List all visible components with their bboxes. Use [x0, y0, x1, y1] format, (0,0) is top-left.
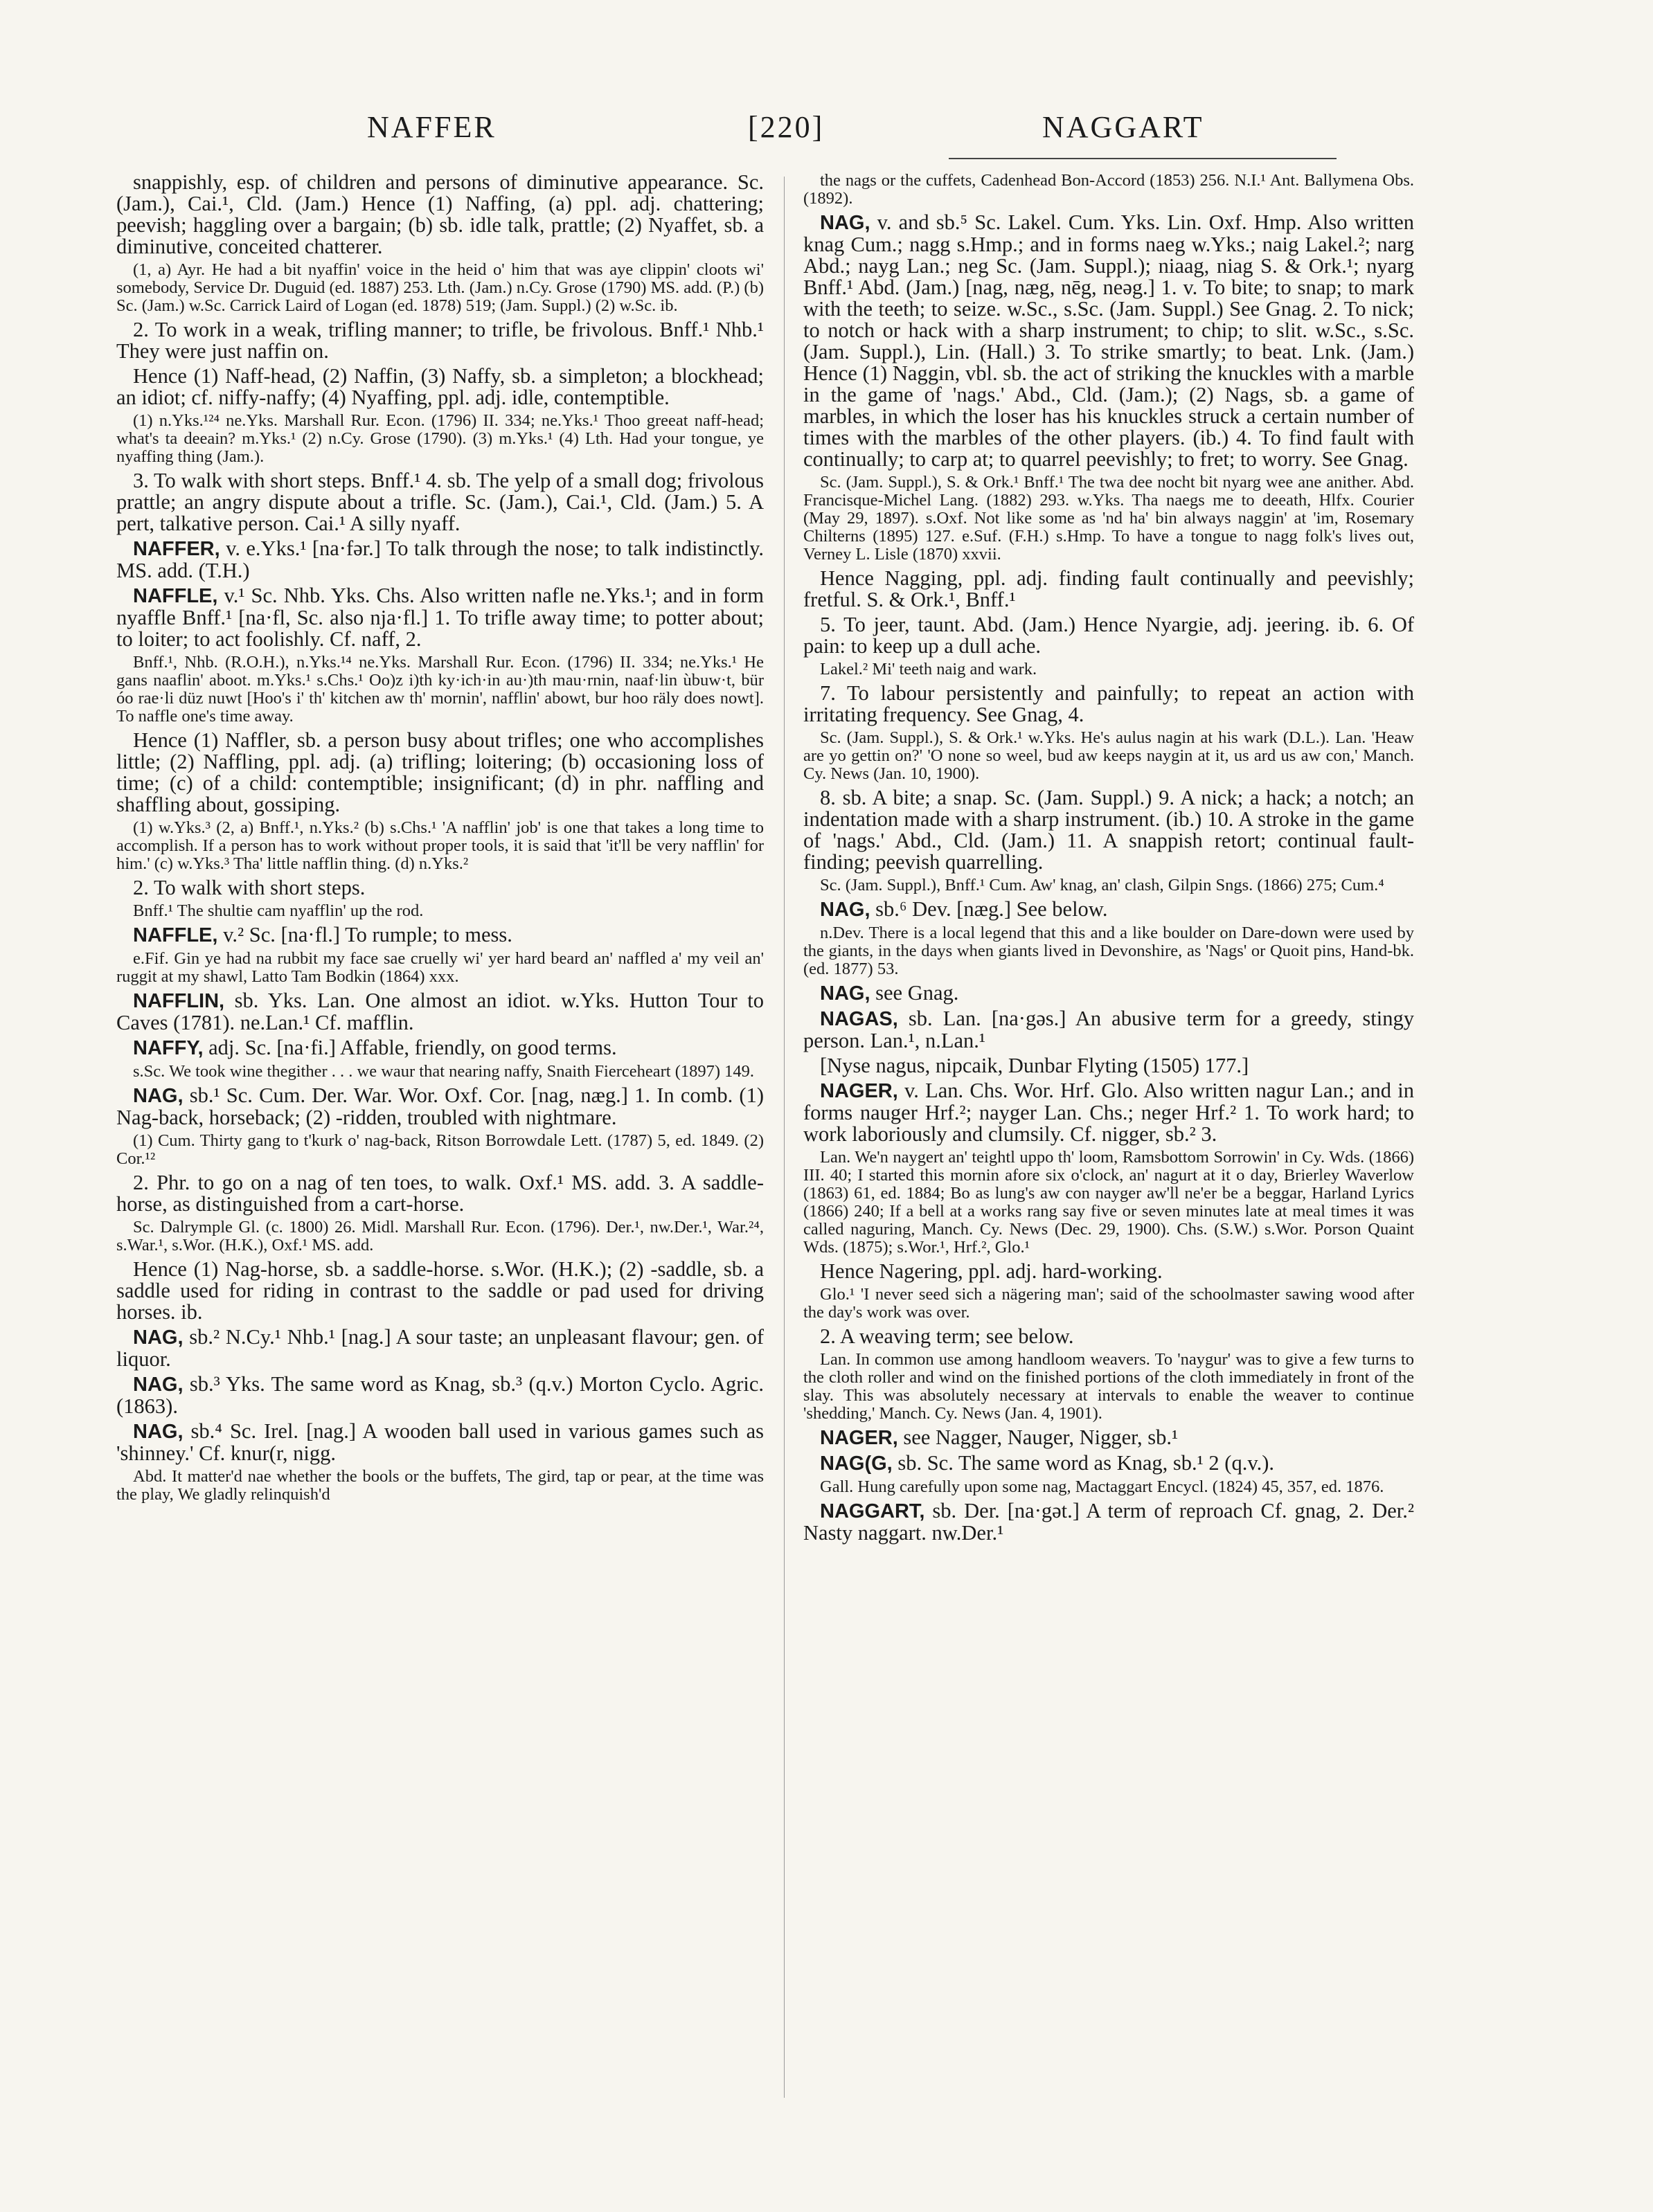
- headword: NAGAS,: [820, 1008, 898, 1030]
- dictionary-entry: [803, 1008, 1414, 1052]
- definition-paragraph: [Nyse nagus, nipcaik, Dunbar Flyting (1505) 177.]: [820, 1054, 1249, 1077]
- entry-definition: sb.¹ Sc. Cum. Der. War. Wor. Oxf. Cor. [nag, næg.] 1. In comb. (1) Nag-back, horseback; (2) -ridden, troubled with nightmare.: [116, 1083, 764, 1129]
- definition-paragraph: 8. sb. A bite; a snap. Sc. (Jam. Suppl.) 9. A nick; a hack; a notch; an indentation made with a sharp instrument. (ib.) 10. A stroke in the game of 'nags.' Abd., Cld. (Jam.) 11. A snappish retort; continual fault-finding; peevish quarrelling.: [803, 786, 1414, 874]
- page-header: [0, 109, 1653, 151]
- dictionary-entry: [803, 1427, 1414, 1449]
- dictionary-entry: [116, 990, 764, 1034]
- dictionary-entry: [803, 899, 1414, 921]
- dictionary-entry: [116, 538, 764, 582]
- citation-paragraph: Bnff.¹, Nhb. (R.O.H.), n.Yks.¹⁴ ne.Yks. Marshall Rur. Econ. (1796) II. 334; ne.Yks.¹ He gans naaflin' aboot. m.Yks.¹ s.Chs.¹ Oo)z i)th ky·ich·in au·)th mau·rnin, naaf·lin ùbuw·t, bür óo rae·li düz nuwt [Hoo's i' th' kitchen aw th' mornin', nafflin' abowt, bur hoo räly does nowt]. To naffle one's time away.: [116, 653, 764, 726]
- entry-definition: adj. Sc. [na·fi.] Affable, friendly, on good terms.: [203, 1036, 617, 1059]
- definition-paragraph: 7. To labour persistently and painfully; to repeat an action with irritating frequency. See Gnag, 4.: [803, 681, 1414, 726]
- header-left-word: NAFFER: [367, 110, 497, 144]
- citation-paragraph: the nags or the cuffets, Cadenhead Bon-Accord (1853) 256. N.I.¹ Ant. Ballymena Obs. (1892).: [803, 172, 1414, 208]
- headword: NAFFY,: [133, 1037, 204, 1059]
- dictionary-entry: [116, 585, 764, 650]
- citation-paragraph: Sc. Dalrymple Gl. (c. 1800) 26. Midl. Marshall Rur. Econ. (1796). Der.¹, nw.Der.¹, War.²⁴, s.War.¹, s.Wor. (H.K.), Oxf.¹ MS. add.: [116, 1218, 764, 1255]
- entry-definition: sb. Sc. The same word as Knag, sb.¹ 2 (q.v.).: [892, 1451, 1274, 1475]
- entry-definition: sb. Der. [na·gət.] A term of reproach Cf. gnag, 2. Der.² Nasty naggart. nw.Der.¹: [803, 1499, 1414, 1545]
- entry-definition: v.¹ Sc. Nhb. Yks. Chs. Also written nafle ne.Yks.¹; and in form nyaffle Bnff.¹ [na·fl, Sc. also nja·fl.] 1. To trifle away time; to potter about; to loiter; to act foolishly. Cf. naff, 2.: [116, 584, 764, 651]
- headword: NAFFER,: [133, 538, 220, 560]
- citation-paragraph: (1) w.Yks.³ (2, a) Bnff.¹, n.Yks.² (b) s.Chs.¹ 'A nafflin' job' is one that takes a long time to accomplish. If a person has to work without proper tools, it is said that 'it'll be very nafflin' for him.' (c) w.Yks.³ Tha' little nafflin thing. (d) n.Yks.²: [116, 818, 764, 873]
- definition-paragraph: snappishly, esp. of children and persons of diminutive appearance. Sc. (Jam.), Cai.¹, Cld. (Jam.) Hence (1) Naffing, (a) ppl. adj. chattering; peevish; haggling over a bargain; (b) sb. idle talk, prattle; (2) Nyaffet, sb. a diminutive, conceited chatterer.: [116, 172, 764, 258]
- citation-paragraph: Glo.¹ 'I never seed sich a nägering man'; said of the schoolmaster sawing wood after the day's work was over.: [803, 1285, 1414, 1322]
- dictionary-entry: [116, 1421, 764, 1464]
- citation-paragraph: Abd. It matter'd nae whether the bools or the buffets, The gird, tap or pear, at the time was the play, We gladly relinquish'd: [116, 1467, 764, 1504]
- definition-paragraph: Hence Nagging, ppl. adj. finding fault continually and peevishly; fretful. S. & Ork.¹, Bnff.¹: [803, 566, 1414, 611]
- entry-definition: sb. Yks. Lan. One almost an idiot. w.Yks. Hutton Tour to Caves (1781). ne.Lan.¹ Cf. mafflin.: [116, 989, 764, 1034]
- headword: NAG,: [820, 982, 870, 1005]
- headword: NAFFLIN,: [133, 990, 225, 1012]
- citation-paragraph: Sc. (Jam. Suppl.), S. & Ork.¹ Bnff.¹ The twa dee nocht bit nyarg wee ane anither. Abd. Francisque-Michel Lang. (1882) 293. w.Yks. Tha naegs me to deeath, Hlfx. Courier (May 29, 1897). s.Oxf. Not like some as 'nd ha' bin always naggin' at 'im, Rosemary Chilterns (1895) 127. e.Suf. (F.H.) s.Hmp. To have a tongue to nagg folk's lives out, Verney L. Lisle (1870) xxvii.: [803, 473, 1414, 564]
- entry-definition: see Nagger, Nauger, Nigger, sb.¹: [897, 1426, 1179, 1449]
- dictionary-entry: [116, 1327, 764, 1370]
- header-right-word: NAGGART: [1042, 110, 1204, 144]
- dictionary-entry: [803, 982, 1414, 1005]
- entry-definition: sb.⁶ Dev. [næg.] See below.: [870, 897, 1108, 921]
- entry-definition: sb.⁴ Sc. Irel. [nag.] A wooden ball used in various games such as 'shinney.' Cf. knur(r, nigg.: [116, 1419, 764, 1465]
- citation-paragraph: (1, a) Ayr. He had a bit nyaffin' voice in the heid o' him that was aye clippin' cloots wi' somebody, Service Dr. Duguid (ed. 1887) 253. Lth. (Jam.) n.Cy. Grose (1790) MS. add. (P.) (b) Sc. (Jam.) w.Sc. Carrick Laird of Logan (ed. 1878) 519; (Jam. Suppl.) (2) w.Sc. ib.: [116, 260, 764, 315]
- entry-definition: sb.³ Yks. The same word as Knag, sb.³ (q.v.) Morton Cyclo. Agric. (1863).: [116, 1372, 764, 1418]
- dictionary-entry: [116, 1374, 764, 1417]
- citation-paragraph: Lan. We'n naygert an' teightl uppo th' loom, Ramsbottom Sorrowin' in Cy. Wds. (1866) III. 40; I started this mornin afore six o'clock, an' nagurt at it o day, Brierley Waverlow (1863) 61, ed. 1884; Bo as lung's aw con nayger aw'll ne'er be a beggar, Harland Lyrics (1866) 240; If a bell at a works rang say five or seven minutes late at meal times it was called naguring, Manch. Cy. News (Dec. 29, 1900). Chs. (S.W.) s.Wor. Porson Quaint Wds. (1875); s.Wor.¹, Hrf.², Glo.¹: [803, 1148, 1414, 1257]
- dictionary-entry: [803, 1453, 1414, 1475]
- citation-paragraph: Lakel.² Mi' teeth naig and wark.: [820, 660, 1037, 678]
- citation-paragraph: e.Fif. Gin ye had na rubbit my face sae cruelly wi' yer hard beard an' naffled a' my veil an' ruggit at my shawl, Latto Tam Bodkin (1864) xxx.: [116, 949, 764, 986]
- headword: NAFFLE,: [133, 585, 218, 607]
- entry-definition: v. Lan. Chs. Wor. Hrf. Glo. Also written nagur Lan.; and in forms nauger Hrf.²; nayger Lan. Chs.; neger Hrf.² 1. To work hard; to work laboriously and clumsily. Cf. nigger, sb.² 3.: [803, 1079, 1414, 1146]
- headword: NAG,: [133, 1374, 184, 1396]
- page-number: [220]: [748, 110, 825, 144]
- citation-paragraph: n.Dev. There is a local legend that this and a like boulder on Dare-down were used by the giants, in the days when giants lived in Devonshire, as 'Nags' or Quoit pins, Hand-bk. (ed. 1877) 53.: [803, 924, 1414, 978]
- definition-paragraph: 2. Phr. to go on a nag of ten toes, to walk. Oxf.¹ MS. add. 3. A saddle-horse, as distinguished from a cart-horse.: [116, 1171, 764, 1216]
- definition-paragraph: 5. To jeer, taunt. Abd. (Jam.) Hence Nyargie, adj. jeering. ib. 6. Of pain: to keep up a dull ache.: [803, 613, 1414, 658]
- definition-paragraph: 2. A weaving term; see below.: [820, 1324, 1074, 1348]
- citation-paragraph: Bnff.¹ The shultie cam nyafflin' up the rod.: [133, 901, 424, 920]
- column-divider: [784, 177, 785, 2098]
- definition-paragraph: Hence (1) Naff-head, (2) Naffin, (3) Naffy, sb. a simpleton; a blockhead; an idiot; cf. niffy-naffy; (4) Nyaffing, ppl. adj. idle, contemptible.: [116, 364, 764, 409]
- citation-paragraph: (1) n.Yks.¹²⁴ ne.Yks. Marshall Rur. Econ. (1796) II. 334; ne.Yks.¹ Thoo greeat naff-head; what's ta deeain? m.Yks.¹ (2) n.Cy. Grose (1790). (3) m.Yks.¹ (4) Lth. Had your tongue, ye nyaffing thing (Jam.).: [116, 411, 764, 466]
- entry-definition: sb.² N.Cy.¹ Nhb.¹ [nag.] A sour taste; an unpleasant flavour; gen. of liquor.: [116, 1325, 764, 1371]
- citation-paragraph: Sc. (Jam. Suppl.), S. & Ork.¹ w.Yks. He's aulus nagin at his wark (D.L.). Lan. 'Heaw are yo gettin on?' 'O none so weel, bud aw keeps naygin at it, us ard us aw con,' Manch. Cy. News (Jan. 10, 1900).: [803, 728, 1414, 783]
- headword: NAG,: [133, 1085, 184, 1107]
- definition-paragraph: 2. To walk with short steps.: [133, 876, 366, 899]
- headword: NAFFLE,: [133, 924, 218, 946]
- definition-paragraph: Hence (1) Nag-horse, sb. a saddle-horse. s.Wor. (H.K.); (2) -saddle, sb. a saddle used for riding in contrast to the saddle or pad used for driving horses. ib.: [116, 1257, 764, 1324]
- definition-paragraph: 2. To work in a weak, trifling manner; to trifle, be frivolous. Bnff.¹ Nhb.¹ They were just naffin on.: [116, 318, 764, 363]
- header-rule: [949, 158, 1337, 159]
- entry-definition: sb. Lan. [na·gəs.] An abusive term for a greedy, stingy person. Lan.¹, n.Lan.¹: [803, 1007, 1414, 1052]
- dictionary-entry: [116, 1085, 764, 1129]
- dictionary-entry: [803, 212, 1414, 470]
- definition-paragraph: Hence (1) Naffler, sb. a person busy about trifles; one who accomplishes little; (2) Naffling, ppl. adj. (a) trifling; loitering; (b) occasioning loss of time; (c) of a child: contemptible; insignificant; (d) in phr. naffling and shaffling about, gossiping.: [116, 728, 764, 816]
- dictionary-entry: [803, 1500, 1414, 1544]
- dictionary-entry: [803, 1080, 1414, 1145]
- entry-definition: see Gnag.: [870, 981, 959, 1005]
- citation-paragraph: Sc. (Jam. Suppl.), Bnff.¹ Cum. Aw' knag, an' clash, Gilpin Sngs. (1866) 275; Cum.⁴: [820, 876, 1384, 894]
- dictionary-entry: [116, 1037, 764, 1059]
- citation-paragraph: Gall. Hung carefully upon some nag, Mactaggart Encycl. (1824) 45, 357, ed. 1876.: [820, 1477, 1384, 1496]
- headword: NAG,: [820, 212, 870, 234]
- entry-definition: v. and sb.⁵ Sc. Lakel. Cum. Yks. Lin. Oxf. Hmp. Also written knag Cum.; nagg s.Hmp.; and in forms naeg w.Yks.; naig Lakel.²; narg Abd.; nayg Lan.; neg Sc. (Jam. Suppl.); niaag, niag S. & Ork.¹; nyarg Bnff.¹ Abd. (Jam.) [nag, næg, nēg, neəg.] 1. v. To bite; to snap; to mark with the teeth; to seize. w.Sc., s.Sc. (Jam. Suppl.) See Gnag. 2. To nick; to notch or hack with a sharp instrument; to chip; to slit. w.Sc., s.Sc. (Jam. Suppl.), Lin. (Hall.) 3. To strike smartly; to beat. Lnk. (Jam.) Hence (1) Naggin, vbl. sb. the act of striking the knuckles with a marble in the game of 'nags.' Abd., Cld. (Jam.); (2) Nags, sb. a game of marbles, in which the loser has his knuckles struck a certain number of times with the marbles of the other players. (ib.) 4. To find fault with continually; to carp at; to quarrel peevishly; to fret; to worry. See Gnag.: [803, 210, 1414, 471]
- headword: NAGGART,: [820, 1500, 925, 1522]
- headword: NAGER,: [820, 1080, 898, 1102]
- citation-paragraph: s.Sc. We took wine thegither . . . we waur that nearing naffy, Snaith Fierceheart (1897) 149.: [133, 1062, 755, 1081]
- entry-definition: v.² Sc. [na·fl.] To rumple; to mess.: [217, 923, 512, 946]
- entry-definition: v. e.Yks.¹ [na·fər.] To talk through the nose; to talk indistinctly. MS. add. (T.H.): [116, 537, 764, 582]
- headword: NAG(G,: [820, 1453, 893, 1475]
- citation-paragraph: Lan. In common use among handloom weavers. To 'naygur' was to give a few turns to the cloth roller and wind on the finished portions of the cloth immediately in front of the slay. This was absolutely necessary at intervals to enable the weaver to continue 'shedding,' Manch. Cy. News (Jan. 4, 1901).: [803, 1350, 1414, 1423]
- citation-paragraph: (1) Cum. Thirty gang to t'kurk o' nag-back, Ritson Borrowdale Lett. (1787) 5, ed. 1849. (2) Cor.¹²: [116, 1131, 764, 1168]
- definition-paragraph: 3. To walk with short steps. Bnff.¹ 4. sb. The yelp of a small dog; frivolous prattle; an angry dispute about a trifle. Sc. (Jam.), Cai.¹, Cld. (Jam.) 5. A pert, talkative person. Cai.¹ A silly nyaff.: [116, 469, 764, 535]
- left-column: [116, 172, 764, 2166]
- headword: NAG,: [133, 1421, 184, 1443]
- headword: NAG,: [133, 1327, 184, 1349]
- dictionary-entry: [116, 924, 764, 946]
- right-column: [803, 172, 1414, 2166]
- headword: NAGER,: [820, 1427, 898, 1449]
- definition-paragraph: Hence Nagering, ppl. adj. hard-working.: [820, 1259, 1163, 1283]
- headword: NAG,: [820, 899, 870, 921]
